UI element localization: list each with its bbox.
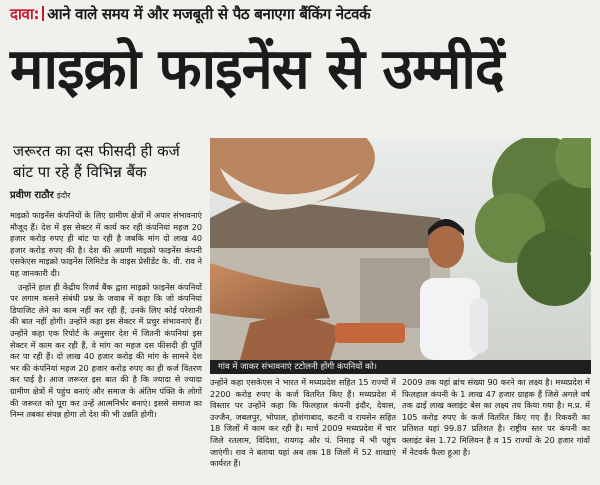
kicker-divider xyxy=(42,6,44,21)
subheadline-line-1: जरूरत का दस फीसदी ही कर्ज xyxy=(13,142,180,160)
kicker-text: आने वाले समय में और मजबूती से पैठ बनाएगा बैंकिंग नेटवर्क xyxy=(47,5,371,23)
article-paragraph: उन्होंने कहा एसकेएस ने भारत में मध्यप्रदेश सहित 15 राज्यों में 2200 करोड़ रुपए के कर्ज वितरित किए हैं। मध्यप्रदेश में विस्तार पर उन्होंने कहा कि फिलहाल कंपनी इंदौर, देवास, उज्जैन, जबलपुर, भोपाल, होशंगाबाद, कटनी व रायसेन सहित 18 जिलों में काम कर रही है। मार्च 2009 मध्यप्रदेश में चार जिले रतलाम, विदिशा, रायगढ़ और पं. निमाड़ में भी पहुंच जाएंगी। राव ने बताया यहां अब तक 18 जिलों में 52 शाखाएं कार्यरत हैं। xyxy=(210,377,396,469)
kicker-label: दावा: xyxy=(10,5,40,23)
article-column-3 xyxy=(402,377,590,481)
article-paragraph: 2009 तक यहां ब्रांच संख्या 90 करने का लक्ष्य है। मध्यप्रदेश में फिलहाल कंपनी के 1 लाख 47 हजार ग्राहक हैं जिसे अगले वर्ष तक ढाई लाख क्लाइंट बेस का लक्ष्य तय किया गया है। म.प्र. में 105 करोड़ रुपए के कर्ज वितरित किए गए हैं। रिकवरी का प्रतिशत यहां 99.87 प्रतिशत है। राष्ट्रीय स्तर पर कंपनी का क्लाइंट बेस 1.72 मिलियन है व 15 राज्यों के 20 हजार गांवों में नेटवर्क फैला हुआ है। xyxy=(402,377,590,457)
headline: माइक्रो फाइनेंस से उम्मीदें xyxy=(10,37,504,102)
article-paragraph: माइक्रो फाइनेंस कंपनियों के लिए ग्रामीण क्षेत्रों में अपार संभावनाएं मौजूद हैं। देश में इस सेक्टर में कार्य कर रही कंपनियां महज 20 हजार करोड़ रुपए ही बांट पा रही है जबकि मांग दो लाख 40 हजार करोड़ रुपए की है। देश की अग्रणी माइक्रो फाइनेंस कंपनी एसकेएस माइक्रो फाइनेंस लिमिटेड के वाइस प्रेसीडेंट के. वी. राव ने यह जानकारी दी। xyxy=(10,210,202,278)
article-paragraph: उन्होंने हाल ही केंद्रीय रिजर्व बैंक द्वारा माइक्रो फाइनेंस कंपनियों पर लगाम कसने संबंधी प्रश्न के जवाब में कहा कि जो कंपनियां डिपाजिट लेने का काम नहीं कर रही हैं, उनके लिए कोई परेशानी की बात नहीं होगी। उन्होंने कहा इस सेक्टर में प्रचुर संभावनाएं हैं। उन्होंने कहा एक रिपोर्ट के अनुसार देश में जितनी कंपनियां इस सेक्टर में काम कर रही हैं, वे मांग का महज दस फीसदी ही पूर्ति कर पा रही हैं। दो लाख 40 हजार करोड़ की मांग के सामने देश भर की कंपनियां महज 20 हजार करोड़ रुपए का ही कर्ज वितरण कर पाई है। आज जरूरत इस बात की है कि ज्यादा से ज्यादा ग्रामीण क्षेत्रों में पहुंच बनाएं और समाज के अंतिम पंक्ति के लोगों की जरूरत को पूरा कर उन्हें आत्मनिर्भर बनाएं। इससे समाज का निम्न तबका संपन्न होगा तो देश की भी उन्नति होगी। xyxy=(10,281,202,420)
byline-author: प्रवीण राठौर xyxy=(10,190,54,201)
byline-place: इंदौर xyxy=(56,191,71,200)
subheadline xyxy=(13,141,203,183)
kicker-line xyxy=(10,4,590,24)
subheadline-line-2: बांट पा रहे हैं विभिन्न बैंक xyxy=(13,163,147,181)
byline xyxy=(10,187,70,201)
article-column-2 xyxy=(210,377,396,481)
photo-illustration xyxy=(210,138,591,360)
photo-caption: गांव में जाकर संभावनाएं टटोलनी होंगी कंपनियों को। xyxy=(210,360,591,374)
news-photo xyxy=(210,138,591,360)
article-column-1 xyxy=(10,210,202,480)
